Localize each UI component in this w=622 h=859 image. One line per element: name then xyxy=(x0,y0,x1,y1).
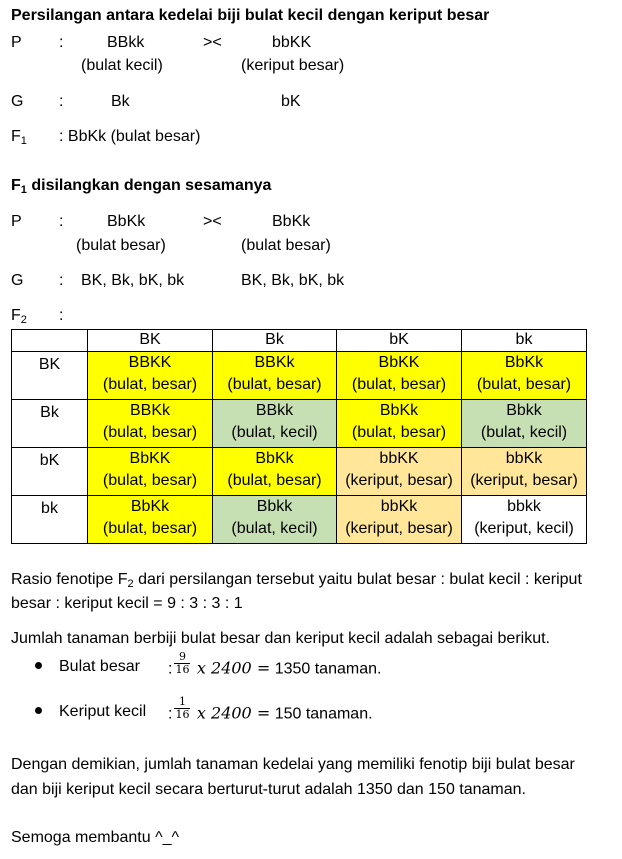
parent2-phenotype-2: (bulat besar) xyxy=(241,237,331,254)
punnett-cell xyxy=(462,496,587,544)
cell-genotype: BbKk xyxy=(504,354,544,371)
cross-symbol-2: >< xyxy=(203,213,222,230)
count-item-result: 1350 tanaman. xyxy=(274,660,382,678)
fraction-denominator: 16 xyxy=(175,663,190,676)
conclusion-line-1: Dengan demikian, jumlah tanaman kedelai yang memiliki fenotip biji bulat besar xyxy=(11,756,575,773)
p-colon-1: : xyxy=(59,34,64,51)
cell-phenotype: (bulat, besar) xyxy=(102,376,198,393)
f2-label: $F_2$ xyxy=(11,307,27,326)
cell-genotype: BbKK xyxy=(378,354,420,371)
p-label-2: P xyxy=(11,213,22,230)
g-label-1: G xyxy=(11,93,24,110)
punnett-corner xyxy=(12,330,88,352)
parent1-genotype-2: BbKk xyxy=(107,213,146,230)
punnett-cell xyxy=(213,400,337,448)
row-header: bk xyxy=(12,496,88,544)
section2-title: $F_1$ disilangkan dengan sesamanya xyxy=(11,177,272,196)
cell-genotype: bbKk xyxy=(505,450,543,467)
cell-phenotype: (keriput, besar) xyxy=(345,472,453,489)
count-item-formula: : $\frac{1}{16}$ x 2400 = 150 tanaman. xyxy=(168,695,373,723)
punnett-cell xyxy=(462,352,587,400)
fraction-numerator: 9 xyxy=(174,651,190,664)
cell-genotype: BbKk xyxy=(379,402,419,419)
punnett-cell xyxy=(88,448,213,496)
f1-label: $F_1$ xyxy=(11,128,27,147)
row-header: bK xyxy=(12,448,88,496)
parent2-genotype-2: BbKk xyxy=(272,213,311,230)
count-intro: Jumlah tanaman berbiji bulat besar dan keriput kecil adalah sebagai berikut. xyxy=(11,630,550,647)
gamete2-1: bK xyxy=(281,93,301,110)
bullet-icon xyxy=(35,707,42,714)
col-header: Bk xyxy=(213,330,337,352)
cell-genotype: bbkk xyxy=(507,498,541,515)
cell-genotype: BbKk xyxy=(130,498,170,515)
fraction-numerator: 1 xyxy=(174,696,190,709)
cell-genotype: BBKk xyxy=(129,402,170,419)
cell-genotype: BBKK xyxy=(128,354,172,371)
conclusion-line-2: dan biji keriput kecil secara berturut-turut adalah 1350 dan 150 tanaman. xyxy=(11,781,526,798)
cell-phenotype: (bulat, kecil) xyxy=(480,424,568,441)
punnett-cell xyxy=(337,400,462,448)
g-colon-2: : xyxy=(59,272,64,289)
cell-phenotype: (bulat, kecil) xyxy=(231,424,318,441)
row-header: BK xyxy=(12,352,88,400)
g-colon-1: : xyxy=(59,93,64,110)
cell-phenotype: (bulat, besar) xyxy=(102,520,198,537)
punnett-row xyxy=(12,400,587,448)
punnett-cell xyxy=(88,496,213,544)
punnett-cell xyxy=(213,448,337,496)
punnett-header-row xyxy=(12,330,587,352)
punnett-cell xyxy=(88,352,213,400)
cell-phenotype: (bulat, kecil) xyxy=(231,520,318,537)
f1-result: : BbKk (bulat besar) xyxy=(59,128,201,145)
p-colon-2: : xyxy=(59,213,64,230)
punnett-cell xyxy=(337,496,462,544)
punnett-row xyxy=(12,496,587,544)
punnett-cell xyxy=(213,496,337,544)
row-header: Bk xyxy=(12,400,88,448)
cell-genotype: BbKk xyxy=(255,450,294,467)
cell-phenotype: (bulat, besar) xyxy=(476,376,572,393)
cell-phenotype: (bulat, besar) xyxy=(227,376,322,393)
cell-genotype: BbKK xyxy=(129,450,171,467)
cell-phenotype: (bulat, besar) xyxy=(102,472,198,489)
cell-genotype: Bbkk xyxy=(256,498,293,515)
cell-genotype: bbKk xyxy=(380,498,418,515)
count-item-formula: : $\frac{9}{16}$ x 2400 = 1350 tanaman. xyxy=(168,650,382,678)
ratio-line-2: besar : keriput kecil = 9 : 3 : 3 : 1 xyxy=(11,595,243,612)
ratio-line-1: Rasio fenotipe $F_2$ dari persilangan tersebut yaitu bulat besar : bulat kecil : keriput xyxy=(11,571,582,590)
punnett-square xyxy=(11,329,587,544)
punnett-cell xyxy=(337,448,462,496)
cell-genotype: bbKK xyxy=(379,450,419,467)
count-item-label: Bulat besar xyxy=(59,658,140,675)
parent1-phenotype-2: (bulat besar) xyxy=(76,237,166,254)
closing-text: Semoga membantu ^_^ xyxy=(11,829,179,846)
count-item-result: 150 tanaman. xyxy=(274,705,373,723)
section1-title: Persilangan antara kedelai biji bulat kecil dengan keriput besar xyxy=(11,7,490,24)
g-label-2: G xyxy=(11,272,24,289)
cell-phenotype: (bulat, besar) xyxy=(102,424,198,441)
punnett-cell xyxy=(337,352,462,400)
col-header: bk xyxy=(462,330,587,352)
cell-phenotype: (keriput, besar) xyxy=(470,472,578,489)
parent2-genotype-1: bbKK xyxy=(272,34,312,51)
p-label-1: P xyxy=(11,34,22,51)
f2-colon: : xyxy=(59,307,64,324)
punnett-cell xyxy=(213,352,337,400)
col-header: bK xyxy=(337,330,462,352)
col-header: BK xyxy=(88,330,213,352)
gametes1-2: BK, Bk, bK, bk xyxy=(81,272,185,289)
punnett-cell xyxy=(88,400,213,448)
cell-phenotype: (keriput, kecil) xyxy=(474,520,574,537)
cell-phenotype: (keriput, besar) xyxy=(345,520,453,537)
cell-genotype: Bbkk xyxy=(506,402,542,419)
fraction-denominator: 16 xyxy=(175,708,190,721)
cell-phenotype: (bulat, besar) xyxy=(227,472,322,489)
gamete1-1: Bk xyxy=(111,93,130,110)
cross-symbol-1: >< xyxy=(203,34,222,51)
count-item-label: Keriput kecil xyxy=(59,703,147,720)
cell-phenotype: (bulat, besar) xyxy=(351,424,447,441)
bullet-icon xyxy=(35,662,42,669)
cell-phenotype: (bulat, besar) xyxy=(351,376,447,393)
parent2-phenotype-1: (keriput besar) xyxy=(241,57,345,74)
gametes2-2: BK, Bk, bK, bk xyxy=(241,272,345,289)
cell-genotype: BBkk xyxy=(255,402,294,419)
parent1-genotype-1: BBkk xyxy=(107,34,145,51)
cell-genotype: BBKk xyxy=(254,354,295,371)
punnett-cell xyxy=(462,448,587,496)
punnett-cell xyxy=(462,400,587,448)
punnett-row xyxy=(12,352,587,400)
parent1-phenotype-1: (bulat kecil) xyxy=(81,57,163,74)
punnett-row xyxy=(12,448,587,496)
